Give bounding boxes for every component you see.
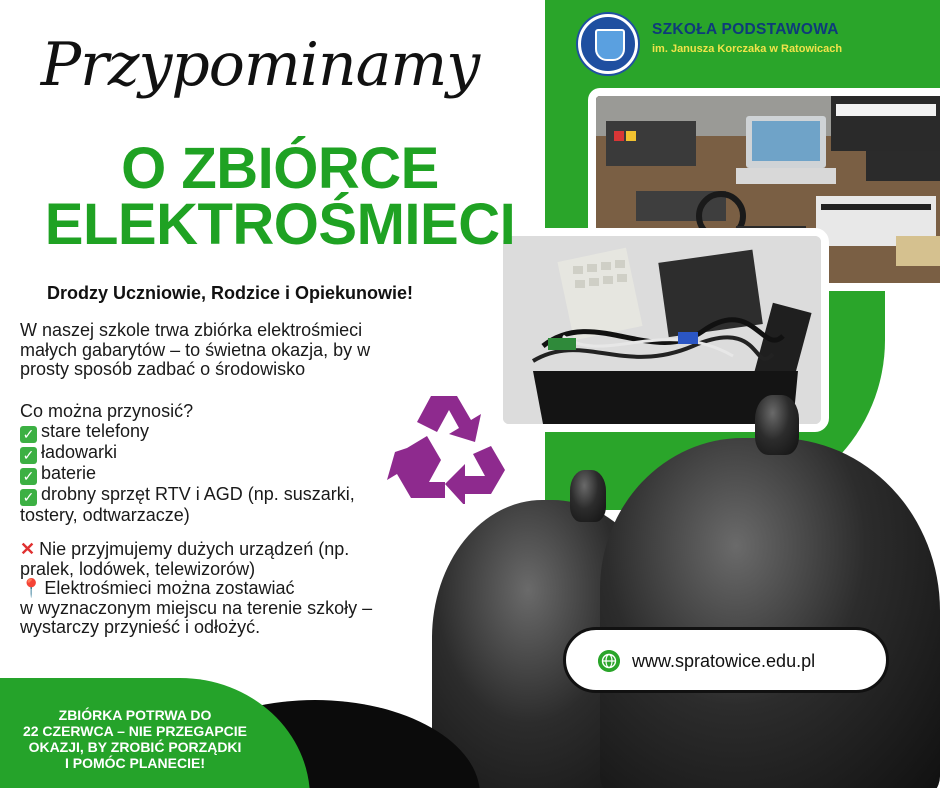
website-url: www.spratowice.edu.pl	[632, 651, 816, 671]
trash-bag-knot	[755, 395, 799, 455]
globe-icon	[598, 650, 620, 672]
intro-line: małych gabarytów – to świetna okazja, by w	[20, 339, 371, 360]
school-subtitle: im. Janusza Korczaka w Ratowicach	[652, 43, 843, 55]
headline-line-1: O ZBIÓRCE	[121, 136, 439, 201]
not-accepted-line: ✕ Nie przyjmujemy dużych urządzeń (np.	[20, 539, 350, 559]
list-item: ✓ drobny sprzęt RTV i AGD (np. suszarki,	[20, 485, 355, 506]
items-heading: Co można przynosić?	[20, 401, 194, 421]
cross-mark-icon: ✕	[20, 539, 36, 559]
headline-script: Przypominamy	[40, 30, 480, 100]
school-name: SZKOŁA PODSTAWOWA	[652, 21, 839, 38]
school-crest-icon	[578, 14, 638, 74]
deadline-text: ZBIÓRKA POTRWA DO 22 CZERWCA – NIE PRZEGAPCIE OKAZJI, BY ZROBIĆ PORZĄDKI I POMÓC PLANECIE!	[22, 707, 248, 771]
location-pin-icon: 📍	[20, 578, 43, 599]
check-mark-icon: ✓	[20, 447, 37, 464]
headline-line-2: ELEKTROŚMIECI	[44, 192, 516, 257]
list-item: ✓ stare telefony	[20, 422, 355, 443]
list-item: ✓ ładowarki	[20, 443, 355, 464]
intro-line: W naszej szkole trwa zbiórka elektrośmieci	[20, 320, 363, 340]
greeting: Drodzy Uczniowie, Rodzice i Opiekunowie!	[47, 283, 414, 303]
items-section	[20, 402, 355, 525]
rules-section	[20, 540, 372, 638]
intro-line: prosty sposób zadbać o środowisko	[20, 359, 306, 380]
website-link[interactable]	[563, 627, 889, 693]
trash-bag-right	[600, 438, 940, 788]
dropoff-line: wystarczy przynieść i odłożyć.	[20, 617, 261, 638]
recycle-icon	[387, 388, 511, 504]
dropoff-line: 📍 Elektrośmieci można zostawiać	[20, 578, 295, 599]
trash-bag-knot	[570, 470, 606, 522]
not-accepted-line: pralek, lodówek, telewizorów)	[20, 558, 256, 579]
list-item-continuation: tostery, odtwarzacze)	[20, 504, 190, 525]
check-mark-icon: ✓	[20, 489, 37, 506]
dropoff-line: w wyznaczonym miejscu na terenie szkoły –	[20, 597, 373, 618]
check-mark-icon: ✓	[20, 468, 37, 485]
list-item: ✓ baterie	[20, 464, 355, 485]
check-mark-icon: ✓	[20, 426, 37, 443]
intro-text	[20, 321, 370, 380]
